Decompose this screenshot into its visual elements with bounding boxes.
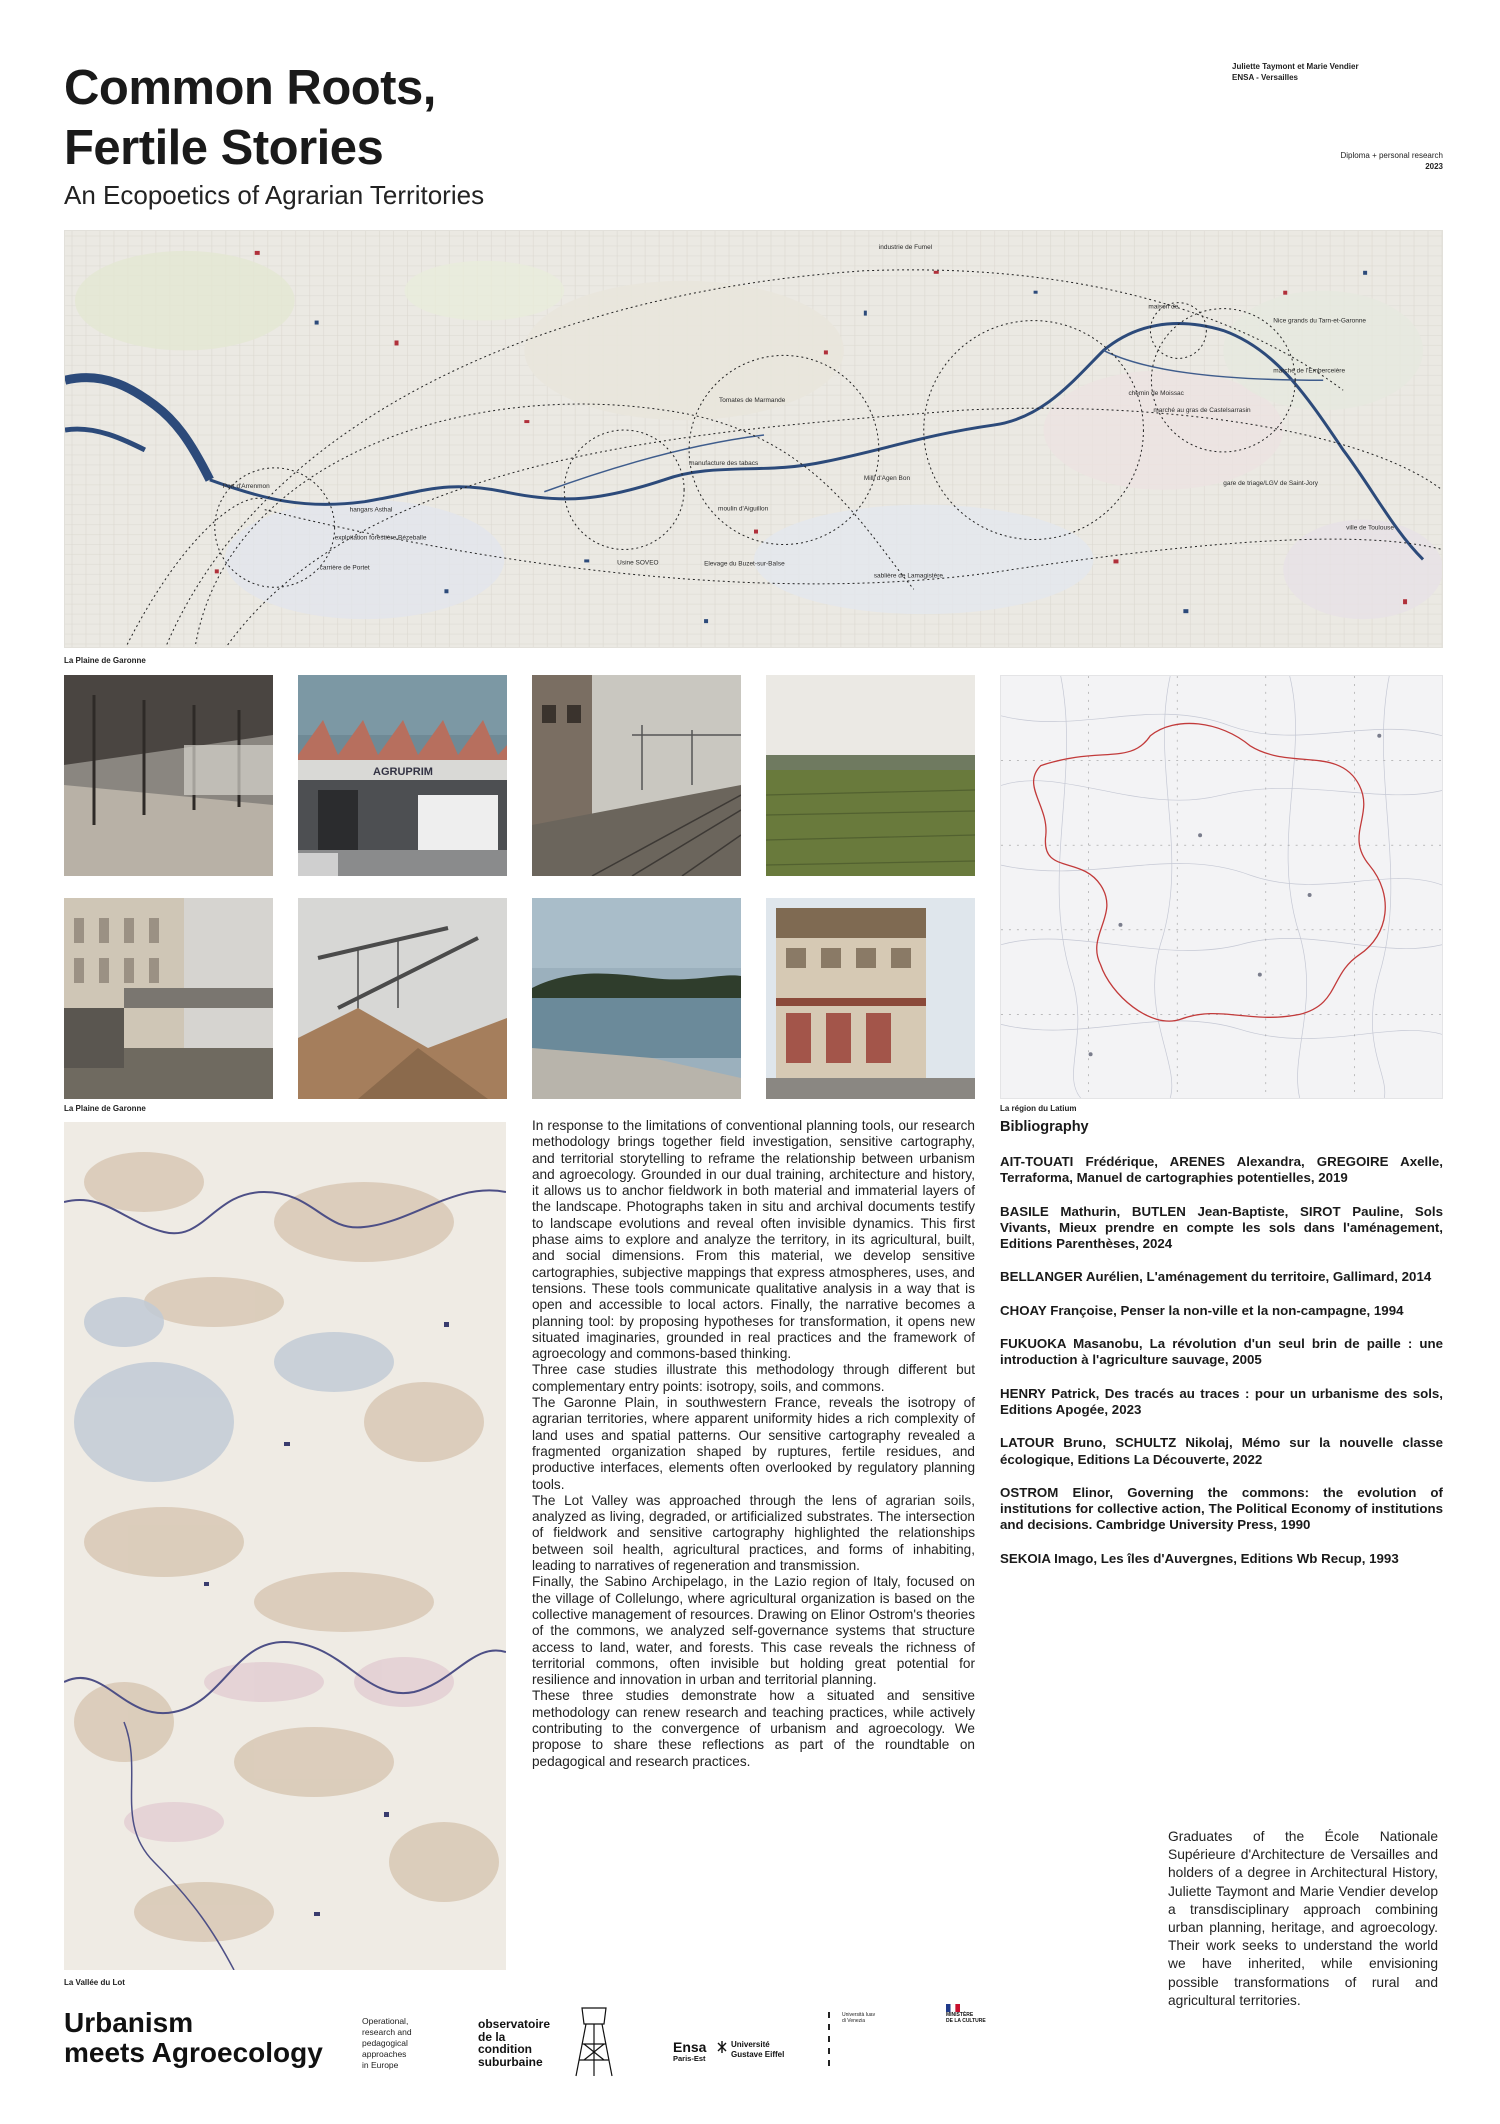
photo-river-bank [532, 898, 741, 1099]
lot-caption: La Vallée du Lot [64, 1978, 125, 1987]
photo-warehouse-hall [64, 675, 273, 876]
map-label: gare de triage/LGV de Saint-Jory [1223, 479, 1319, 487]
body-paragraph: Three case studies illustrate this methodology through different but complementary entry points: isotropy, soils, and commons. [532, 1362, 975, 1394]
lot-valley-map [64, 1122, 506, 1970]
uge-line: Université [731, 2040, 770, 2049]
observatoire-line: de la [478, 2029, 506, 2044]
body-text [532, 1118, 975, 1770]
ensa-logo-sub: Paris-Est [673, 2054, 706, 2063]
iuav-line: di Venezia [842, 2018, 866, 2024]
marianne-flag-icon [946, 2004, 960, 2012]
ensa-logo-name: Ensa [673, 2039, 707, 2055]
map-label: moulin d'Aiguillon [718, 505, 769, 513]
photos-caption: La Plaine de Garonne [64, 1104, 146, 1113]
diploma-year: 2023 [1425, 162, 1443, 171]
map-label: ville de Toulouse [1346, 524, 1394, 532]
latium-map [1000, 675, 1443, 1099]
ensa-paris-est-logo [673, 2040, 706, 2063]
footer-subtitle [362, 2016, 412, 2071]
map-label: sablière de Lamagistère [873, 572, 943, 580]
body-paragraph: These three studies demonstrate how a situated and sensitive methodology can renew research and teaching practices, while actively contributing to the convergence of urbanism and agroecology. We propose to share these reflections as part of the roundtable on pedagogical and research practices. [532, 1688, 975, 1769]
observatoire-line: observatoire [478, 2017, 551, 2031]
bibliography-item: BELLANGER Aurélien, L'aménagement du territoire, Gallimard, 2014 [1000, 1269, 1432, 1285]
gustave-eiffel-icon [716, 2041, 728, 2053]
graduates-bio: Graduates of the École Nationale Supérieure d'Architecture de Versailles and holders of a degree in Architectural History, Juliette Taymont and Marie Vendier develop a transdisciplinary approach combining urban planning, heritage, and agroecology. Their work seeks to understand the world we have inherited, while envisioning possible transformations of rural and agricultural territories. [1168, 1829, 1438, 2008]
main-map-caption: La Plaine de Garonne [64, 656, 146, 665]
ministere-culture-logo [946, 2012, 986, 2024]
map-label: Elevage du Buzet-sur-Baïse [704, 560, 785, 568]
ministere-line: DE LA CULTURE [946, 2018, 986, 2024]
footer-title-line-2: meets Agroecology [64, 2037, 323, 2068]
photo-mill-building [64, 898, 273, 1099]
iuav-line: Università Iuav [842, 2012, 876, 2018]
map-label: Milli d'Agen Bon [863, 474, 911, 482]
photo-old-factory [766, 898, 975, 1099]
authors-block [1232, 61, 1359, 83]
iuav-logo-text [842, 2012, 875, 2024]
body-paragraph: The Garonne Plain, in southwestern France, reveals the isotropy of agrarian territories, where apparent uniformity hides a rich complexity of land uses and spatial patterns. Our sensitive cartography revealed a fragmented organization shaped by ruptures, fertile residues, and productive interfaces, elements often overlooked by regulatory planning tools. [532, 1395, 975, 1492]
footer-sub-line: approaches [362, 2049, 407, 2059]
uge-line: Gustave Eiffel [731, 2049, 785, 2059]
map-label: exploitation forestière Bézeballe [334, 534, 427, 542]
footer-sub-line: in Europe [362, 2060, 399, 2070]
body-paragraph: In response to the limitations of conventional planning tools, our research methodology brings together field investigation, sensitive cartography, and territorial storytelling to reframe the relationship between urbanism and agroecology. Grounded in our dual training, architecture and history, it allows us to anchor fieldwork in both material and immaterial layers of the landscape. Photographs taken in situ and archival documents testify to landscape evolutions and reveal often invisible dynamics. This first phase aims to explore and analyze the territory, in its agricultural, built, and social dimensions. From this material, we develop sensitive cartographies, subjective mappings that express atmospheres, uses, and tensions. These tools communicate qualitative analysis in a way that is open and accessible to local actors. Finally, the narrative becomes a planning tool: by proposing hypotheses for transformation, it opens new situated imaginaries, grounded in real practices and the framework of agroecology and commons-based thinking. [532, 1118, 975, 1362]
bibliography-item: BASILE Mathurin, BUTLEN Jean-Baptiste, SIROT Pauline, Sols Vivants, Mieux prendre en compte les sols dans l'aménagement, Editions Parenthèses, 2024 [1000, 1203, 1443, 1252]
map-label: maison de [1148, 303, 1179, 311]
gustave-eiffel-logo [731, 2040, 784, 2059]
map-label: marché au gras de Castelsarrasin [1153, 407, 1251, 415]
bibliography-item: LATOUR Bruno, SCHULTZ Nikolaj, Mémo sur la nouvelle classe écologique, Editions La Découverte, 2022 [1000, 1435, 1443, 1467]
footer-sub-line: research and [362, 2027, 412, 2037]
footer-sub-line: Operational, [362, 2016, 409, 2026]
footer-title-line-1: Urbanism [64, 2007, 194, 2038]
bibliography [1000, 1118, 1443, 1584]
photo-gravel-quarry [298, 898, 507, 1099]
agruprim-sign: AGRUPRIM [373, 766, 433, 778]
bibliography-item: CHOAY Françoise, Penser la non-ville et la non-campagne, 1994 [1000, 1302, 1404, 1318]
latium-caption: La région du Latium [1000, 1104, 1077, 1113]
photo-green-field [766, 675, 975, 876]
bibliography-item: FUKUOKA Masanobu, La révolution d'un seul brin de paille : une introduction à l'agriculture sauvage, 2005 [1000, 1336, 1443, 1368]
photo-railway-tracks [532, 675, 741, 876]
map-label: industrie de Fumel [878, 243, 933, 251]
bibliography-item: OSTROM Elinor, Governing the commons: the evolution of institutions for collective action, The Political Economy of institutions and decisions. Cambridge University Press, 1990 [1000, 1484, 1443, 1533]
garonne-panorama-map [64, 230, 1443, 648]
map-label: Usine SOVEO [617, 559, 659, 567]
map-label: carrière de Portet [319, 564, 370, 572]
bibliography-title: Bibliography [1000, 1119, 1089, 1135]
bibliography-item: HENRY Patrick, Des tracés au traces : pour un urbanisme des sols, Editions Apogée, 2023 [1000, 1385, 1443, 1417]
map-label: manufacture des tabacs [689, 459, 759, 467]
observatoire-logo [478, 2018, 550, 2068]
authors-names: Juliette Taymont et Marie Vendier [1232, 62, 1359, 71]
map-label: Tomates de Marmande [719, 397, 786, 405]
title-line-1: Common Roots, [64, 61, 436, 115]
bibliography-item: AIT-TOUATI Frédérique, ARENES Alexandra, GREGOIRE Axelle, Terraforma, Manuel de cartographies potentielles, 2019 [1000, 1154, 1443, 1186]
map-label: marché de l'Emberceière [1273, 367, 1346, 375]
poster-title [64, 58, 664, 178]
map-label: hangars Asthal [349, 506, 393, 514]
body-paragraph: The Lot Valley was approached through the lens of agrarian soils, analyzed as living, degraded, or artificialized substrates. The intersection of fieldwork and sensitive cartography highlighted the relationships between soil health, agricultural practices, and forms of inhabiting, leading to narratives of regeneration and transmission. [532, 1492, 975, 1574]
map-label: Port d'Arrenmon [222, 482, 270, 490]
map-label: Nice grands du Tarn-et-Garonne [1273, 317, 1367, 325]
iuav-logo-icon [821, 2010, 841, 2074]
footer-sub-line: pedagogical [362, 2038, 408, 2048]
body-paragraph: Finally, the Sabino Archipelago, in the Lazio region of Italy, focused on the village of Collelungo, where agricultural organization is based on the collective management of resources. Drawing on Elinor Ostrom's theories of the commons, we analyzed self-governance systems that structure access to land, water, and forests. This case reveals the richness of territorial commons, often invisible but holding great potential for resilience and innovation in urban and territorial planning. [532, 1574, 975, 1688]
title-line-2: Fertile Stories [64, 121, 384, 175]
map-label: chemin de Moissac [1128, 390, 1184, 398]
diploma-label: Diploma + personal research [1340, 151, 1443, 160]
ministere-line: MINISTÈRE [946, 2012, 974, 2018]
poster-subtitle: An Ecopoetics of Agrarian Territories [64, 180, 485, 210]
observatoire-line: suburbaine [478, 2054, 543, 2069]
footer-title [64, 2008, 323, 2068]
bibliography-item: SEKOIA Imago, Les îles d'Auvergnes, Editions Wb Recup, 1993 [1000, 1550, 1399, 1566]
diploma-block [1341, 150, 1444, 172]
photo-agruprim-building [298, 675, 507, 876]
observatoire-line: condition [478, 2042, 532, 2056]
observatoire-tower-icon [568, 2004, 620, 2078]
authors-school: ENSA - Versailles [1232, 73, 1298, 82]
